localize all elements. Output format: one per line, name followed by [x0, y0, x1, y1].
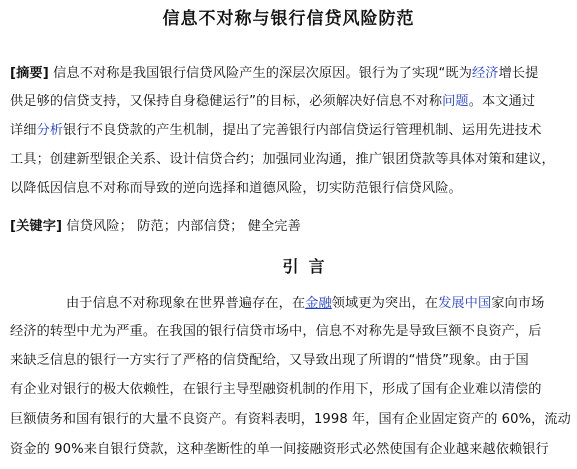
intro-line-1: [66, 294, 544, 314]
keywords-text: 信贷风险； 防范；内部信贷； 健全完善: [62, 219, 301, 234]
intro-line-5: [10, 410, 571, 430]
abstract-label: [摘要]: [10, 66, 49, 81]
intro-line-3: [10, 351, 529, 371]
keywords-line: [10, 217, 301, 237]
abstract-line-1: [10, 64, 538, 84]
text-segment: 来缺乏信息的银行一方实行了严格的信贷配给，又导致出现了所谓的“惜贷”现象。由于国: [10, 353, 529, 368]
intro-line-6: [10, 440, 549, 460]
abstract-line-5: [10, 179, 462, 199]
abstract-line-4: [10, 150, 555, 170]
text-segment: 。本文通过: [468, 94, 536, 109]
inline-link[interactable]: 分析: [36, 123, 64, 138]
text-segment: 领域更为突出，在: [331, 296, 439, 311]
inline-link[interactable]: 发展中国: [438, 296, 492, 311]
text-segment: 工具；创建新型银企关系、设计信贷合约；加强同业沟通，推广银团贷款等具体对策和建议，: [10, 152, 555, 167]
text-segment: 家向市场: [491, 296, 545, 311]
inline-link[interactable]: 金融: [305, 296, 332, 311]
text-segment: 资金的 90%来自银行贷款，这种垄断性的单一间接融资形式必然使国有企业越来越依赖银行: [10, 442, 549, 457]
text-segment: 以降低因信息不对称而导致的逆向选择和道德风险，切实防范银行信贷风险。: [10, 181, 462, 196]
abstract-line-3: [10, 121, 542, 141]
text-segment: 信息不对称是我国银行信贷风险产生的深层次原因。银行为了实现“既为: [48, 66, 472, 81]
abstract-line-1-content: [49, 66, 539, 81]
inline-link[interactable]: 问题: [442, 94, 469, 109]
keywords-label: [关键字]: [10, 219, 63, 234]
text-segment: 有企业对银行的极大依赖性，在银行主导型融资机制的作用下，形成了国有企业难以清偿的: [10, 382, 542, 397]
text-segment: 由于信息不对称现象在世界普遍存在，在: [66, 296, 306, 311]
text-segment: 详细: [10, 123, 37, 138]
intro-line-2: [10, 322, 542, 342]
inline-link[interactable]: 经济: [471, 66, 499, 81]
section-heading-intro: 引言: [282, 257, 335, 276]
text-segment: 供足够的信贷支持，又保持自身稳健运行”的目标，必须解决好信息不对称: [10, 94, 443, 109]
text-segment: 巨额债务和国有银行的大量不良资产。有资料表明，1998 年，国有企业固定资产的 60%，流动: [10, 412, 571, 427]
abstract-line-2: [10, 92, 535, 112]
text-segment: 银行不良贷款的产生机制，提出了完善银行内部信贷运行管理机制、运用先进技术: [63, 123, 542, 138]
intro-line-4: [10, 380, 542, 400]
text-segment: 增长提: [498, 66, 539, 81]
text-segment: 经济的转型中尤为严重。在我国的银行信贷市场中，信息不对称先是导致巨额不良资产，后: [10, 324, 542, 339]
document-title: 信息不对称与银行信贷风险防范: [162, 9, 415, 29]
